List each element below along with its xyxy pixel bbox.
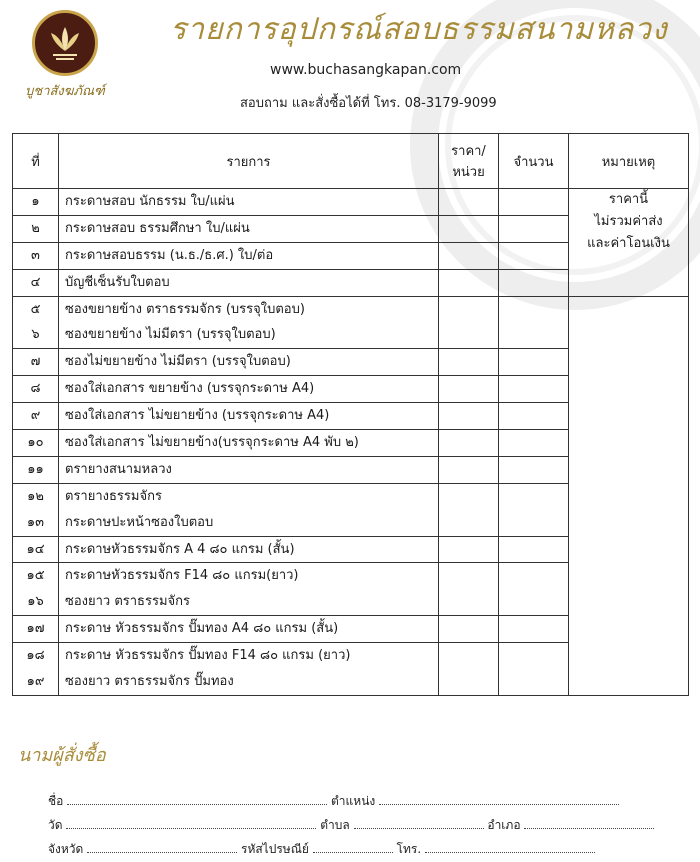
table-header-row	[13, 134, 689, 189]
row-number: ๑	[31, 194, 40, 209]
name-label: ชื่อ	[48, 794, 64, 808]
row-number: ๙	[30, 408, 41, 424]
qty-cell[interactable]	[499, 483, 569, 536]
remark-empty-cell	[569, 296, 689, 695]
price-cell[interactable]	[439, 536, 499, 563]
qty-cell[interactable]	[499, 296, 569, 349]
row-item: กระดาษปะหน้าซองใบตอบ	[65, 514, 214, 530]
qty-cell[interactable]	[499, 242, 569, 269]
row-number: ๑๓	[26, 514, 45, 530]
row-number: ๘	[30, 381, 41, 397]
form-row-contact	[48, 840, 595, 859]
row-item: บัญชีเซ็นรับใบตอบ	[65, 274, 170, 290]
district-field[interactable]	[524, 818, 654, 829]
col-header-qty: จำนวน	[499, 134, 569, 189]
price-cell[interactable]	[439, 643, 499, 696]
price-cell[interactable]	[439, 616, 499, 643]
row-number: ๑๙	[26, 674, 45, 690]
qty-cell[interactable]	[499, 456, 569, 483]
row-number: ๗	[30, 354, 41, 370]
items-table	[12, 133, 689, 696]
price-cell[interactable]	[439, 296, 499, 349]
price-cell[interactable]	[439, 349, 499, 376]
remark-line: และค่าโอนเงิน	[587, 236, 670, 251]
row-item: กระดาษสอบ ธรรมศึกษา ใบ/แผ่น	[65, 220, 250, 236]
row-number: ๓	[31, 247, 40, 263]
qty-cell[interactable]	[499, 376, 569, 403]
row-number: ๑๔	[26, 541, 45, 557]
row-item: ซองขยายข้าง ไม่มีตรา (บรรจุใบตอบ)	[65, 327, 276, 343]
website-link[interactable]: www.buchasangkapan.com	[270, 62, 462, 78]
qty-cell[interactable]	[499, 269, 569, 296]
qty-cell[interactable]	[499, 536, 569, 563]
price-cell[interactable]	[439, 403, 499, 430]
temple-label: วัด	[48, 818, 63, 832]
subdistrict-field[interactable]	[354, 818, 484, 829]
orderer-heading: นามผู้สั่งซื้อ	[18, 745, 106, 766]
postcode-field[interactable]	[313, 842, 393, 853]
table-row-group	[13, 296, 689, 349]
row-item: ซองขยายข้าง ตราธรรมจักร (บรรจุใบตอบ)	[65, 301, 305, 317]
row-number: ๑๕	[26, 568, 45, 584]
row-item: ซองไม่ขยายข้าง ไม่มีตรา (บรรจุใบตอบ)	[65, 354, 291, 370]
row-number: ๔	[30, 274, 41, 290]
name-field[interactable]	[67, 794, 327, 805]
qty-cell[interactable]	[499, 349, 569, 376]
province-label: จังหวัด	[48, 842, 84, 856]
row-item: กระดาษหัวธรรมจักร F14 ๘๐ แกรม(ยาว)	[65, 568, 299, 584]
remark-line: ราคานี้	[608, 192, 649, 207]
contact-info: สอบถาม และสั่งซื้อได้ที่ โทร. 08-3179-9099	[240, 96, 497, 111]
province-field[interactable]	[87, 842, 237, 853]
row-item: ซองยาว ตราธรรมจักร ปั๊มทอง	[65, 674, 234, 690]
qty-cell[interactable]	[499, 403, 569, 430]
row-item: กระดาษ หัวธรรมจักร ปั๊มทอง A4 ๘๐ แกรม (สั้น)	[65, 621, 339, 637]
position-field[interactable]	[379, 794, 619, 805]
col-header-item: รายการ	[59, 134, 439, 189]
form-row-name	[48, 792, 619, 811]
remark-cell	[569, 189, 689, 297]
row-item: ตรายางธรรมจักร	[65, 488, 162, 504]
col-header-no: ที่	[13, 134, 59, 189]
qty-cell[interactable]	[499, 430, 569, 457]
row-number: ๑๑	[27, 461, 44, 477]
row-item: กระดาษสอบ นักธรรม ใบ/แผ่น	[65, 194, 235, 209]
postcode-label: รหัสไปรษณีย์	[241, 842, 309, 856]
price-cell[interactable]	[439, 242, 499, 269]
row-item: กระดาษหัวธรรมจักร A 4 ๘๐ แกรม (สั้น)	[65, 541, 295, 557]
qty-cell[interactable]	[499, 189, 569, 216]
price-cell[interactable]	[439, 483, 499, 536]
row-number: ๑๐	[27, 435, 44, 451]
qty-cell[interactable]	[499, 643, 569, 696]
qty-cell[interactable]	[499, 616, 569, 643]
row-item: ซองใส่เอกสาร ไม่ขยายข้าง(บรรจุกระดาษ A4 พับ ๒)	[65, 435, 359, 451]
row-number: ๑๗	[26, 621, 45, 637]
price-cell[interactable]	[439, 215, 499, 242]
logo-caption: บูชาสังฆภัณฑ์	[25, 84, 105, 99]
qty-cell[interactable]	[499, 563, 569, 616]
temple-field[interactable]	[66, 818, 316, 829]
remark-line: ไม่รวมค่าส่ง	[594, 214, 663, 229]
phone-field[interactable]	[425, 842, 595, 853]
row-number: ๕	[30, 301, 41, 317]
lotus-icon	[43, 21, 87, 65]
price-cell[interactable]	[439, 376, 499, 403]
page-title: รายการอุปกรณ์สอบธรรมสนามหลวง	[170, 12, 668, 47]
row-number: ๑๘	[26, 648, 45, 664]
shop-logo	[32, 10, 98, 76]
row-item: ตรายางสนามหลวง	[65, 461, 172, 477]
subdistrict-label: ตำบล	[320, 818, 350, 832]
price-cell[interactable]	[439, 456, 499, 483]
qty-cell[interactable]	[499, 215, 569, 242]
price-cell[interactable]	[439, 189, 499, 216]
col-header-price: ราคา/ หน่วย	[439, 134, 499, 189]
price-cell[interactable]	[439, 269, 499, 296]
district-label: อำเภอ	[487, 818, 521, 832]
table-row	[13, 189, 689, 216]
row-number: ๑๒	[27, 488, 44, 504]
price-cell[interactable]	[439, 563, 499, 616]
row-number: ๖	[31, 327, 40, 343]
row-item: ซองใส่เอกสาร ขยายข้าง (บรรจุกระดาษ A4)	[65, 381, 315, 397]
row-item: กระดาษสอบธรรม (น.ธ./ธ.ศ.) ใบ/ต่อ	[65, 247, 274, 263]
phone-label: โทร.	[396, 842, 422, 856]
form-row-address	[48, 816, 654, 835]
row-item: กระดาษ หัวธรรมจักร ปั๊มทอง F14 ๘๐ แกรม (ยาว)	[65, 648, 351, 664]
price-cell[interactable]	[439, 430, 499, 457]
row-item: ซองใส่เอกสาร ไม่ขยายข้าง (บรรจุกระดาษ A4)	[65, 408, 330, 424]
row-number: ๒	[31, 220, 40, 236]
row-item: ซองยาว ตราธรรมจักร	[65, 594, 190, 610]
row-number: ๑๖	[27, 594, 44, 610]
position-label: ตำแหน่ง	[331, 794, 376, 808]
col-header-remark: หมายเหตุ	[569, 134, 689, 189]
